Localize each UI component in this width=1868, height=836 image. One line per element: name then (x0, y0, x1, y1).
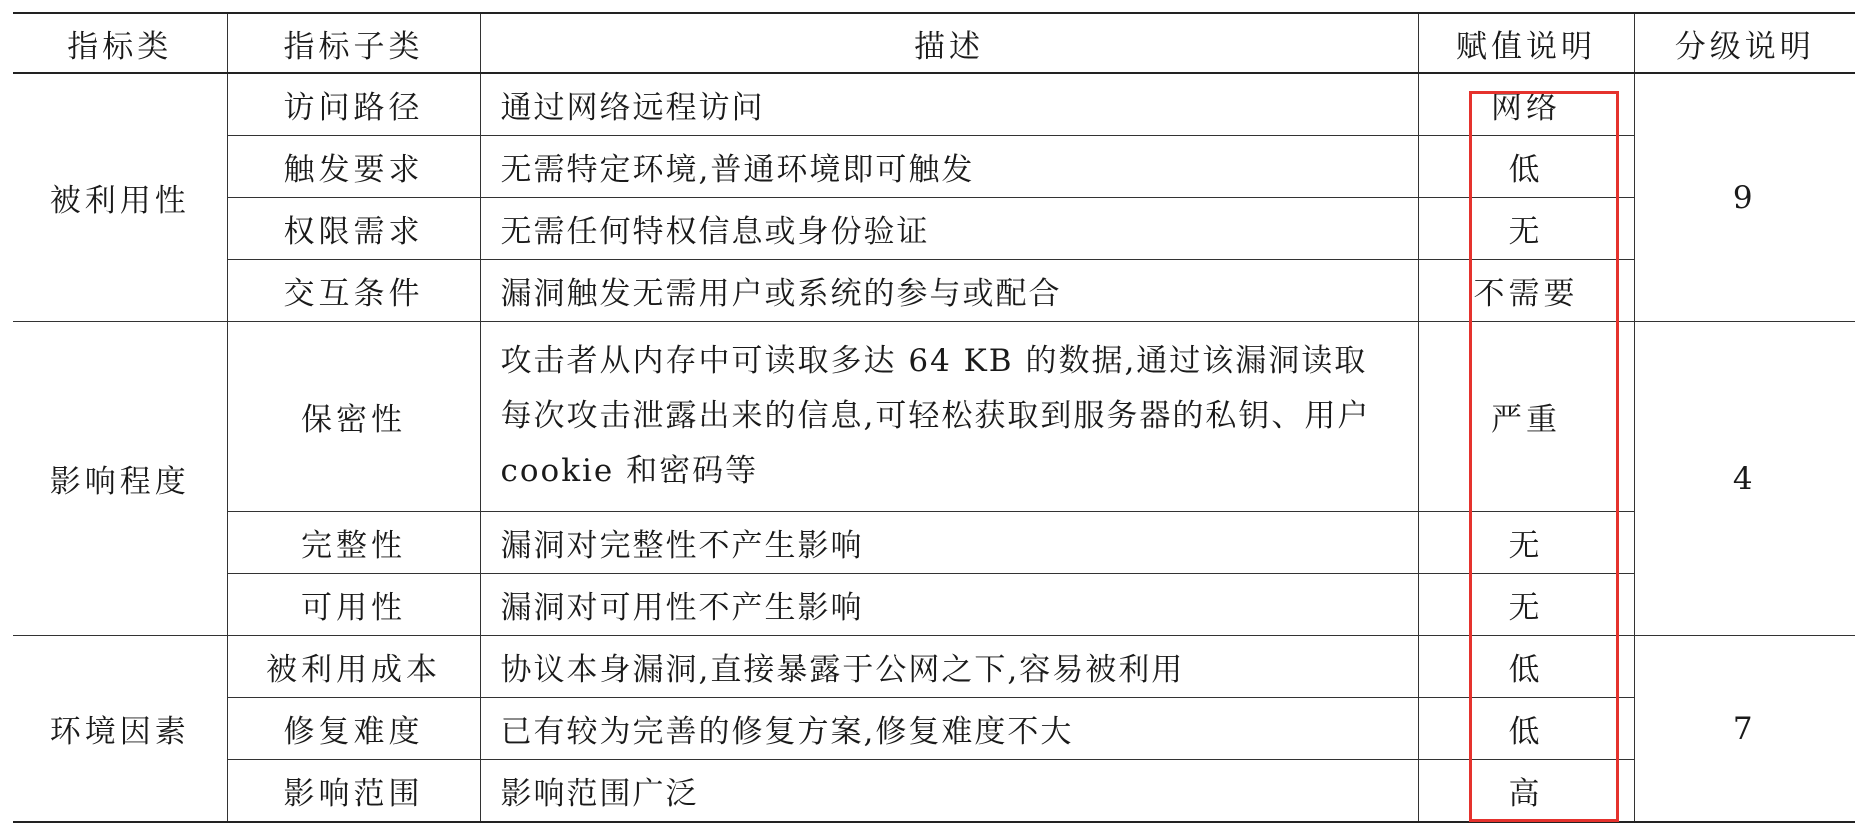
description-cell: 通过网络远程访问 (480, 73, 1418, 136)
value-cell: 网络 (1418, 73, 1634, 136)
table-row (13, 198, 1855, 260)
table-row (13, 512, 1855, 574)
header-description: 描述 (480, 13, 1418, 73)
subcategory-cell: 权限需求 (227, 198, 480, 260)
table-row (13, 574, 1855, 636)
table-row (13, 760, 1855, 823)
subcategory-cell: 访问路径 (227, 73, 480, 136)
value-cell: 严重 (1418, 322, 1634, 512)
subcategory-cell: 被利用成本 (227, 636, 480, 698)
value-cell: 无 (1418, 198, 1634, 260)
description-cell: 漏洞对完整性不产生影响 (480, 512, 1418, 574)
table-header-row (13, 13, 1855, 73)
table-row (13, 698, 1855, 760)
description-cell: 无需特定环境,普通环境即可触发 (480, 136, 1418, 198)
header-grade: 分级说明 (1634, 13, 1855, 73)
vulnerability-assessment-table (13, 12, 1855, 823)
category-cell: 环境因素 (13, 636, 227, 823)
header-value: 赋值说明 (1418, 13, 1634, 73)
grade-cell: 4 (1634, 322, 1855, 636)
header-subcategory: 指标子类 (227, 13, 480, 73)
description-cell: 已有较为完善的修复方案,修复难度不大 (480, 698, 1418, 760)
description-cell: 影响范围广泛 (480, 760, 1418, 823)
grade-cell: 9 (1634, 73, 1855, 322)
description-cell: 协议本身漏洞,直接暴露于公网之下,容易被利用 (480, 636, 1418, 698)
subcategory-cell: 交互条件 (227, 260, 480, 322)
description-cell: 无需任何特权信息或身份验证 (480, 198, 1418, 260)
subcategory-cell: 完整性 (227, 512, 480, 574)
value-cell: 低 (1418, 136, 1634, 198)
header-category: 指标类 (13, 13, 227, 73)
description-cell: 漏洞对可用性不产生影响 (480, 574, 1418, 636)
subcategory-cell: 影响范围 (227, 760, 480, 823)
value-cell: 高 (1418, 760, 1634, 823)
document-page (13, 12, 1855, 824)
table-row (13, 322, 1855, 512)
description-cell: 漏洞触发无需用户或系统的参与或配合 (480, 260, 1418, 322)
value-cell: 不需要 (1418, 260, 1634, 322)
category-cell: 被利用性 (13, 73, 227, 322)
value-cell: 低 (1418, 636, 1634, 698)
subcategory-cell: 保密性 (227, 322, 480, 512)
description-cell: 攻击者从内存中可读取多达 64 KB 的数据,通过该漏洞读取每次攻击泄露出来的信息,可轻松获取到服务器的私钥、用户 cookie 和密码等 (480, 322, 1418, 512)
table-row (13, 260, 1855, 322)
table-row (13, 136, 1855, 198)
subcategory-cell: 修复难度 (227, 698, 480, 760)
value-cell: 低 (1418, 698, 1634, 760)
subcategory-cell: 触发要求 (227, 136, 480, 198)
value-cell: 无 (1418, 574, 1634, 636)
table-row (13, 73, 1855, 136)
subcategory-cell: 可用性 (227, 574, 480, 636)
table-row (13, 636, 1855, 698)
grade-cell: 7 (1634, 636, 1855, 823)
value-cell: 无 (1418, 512, 1634, 574)
category-cell: 影响程度 (13, 322, 227, 636)
